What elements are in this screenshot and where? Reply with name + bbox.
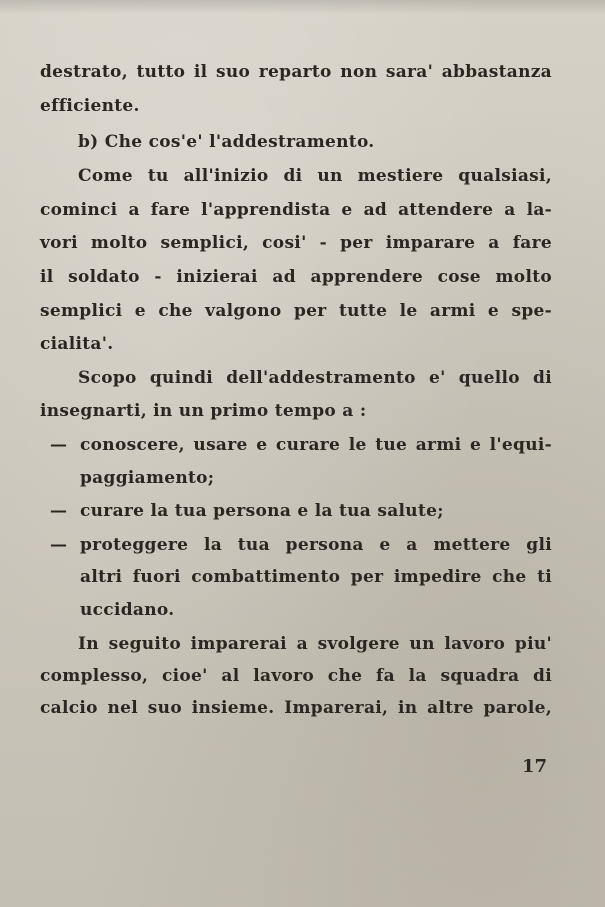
text-line: semplici e che valgono per tutte le armi e spe- (40, 301, 552, 321)
section-heading: b) Che cos'e' l'addestramento. (78, 132, 375, 152)
list-item-text: altri fuori combattimento per impedire che ti (80, 567, 552, 587)
text-line: complesso, cioe' al lavoro che fa la squadra di (40, 666, 552, 686)
text-line: insegnarti, in un primo tempo a : (40, 401, 367, 421)
text-line: cialita'. (40, 334, 114, 354)
text-line: In seguito imparerai a svolgere un lavoro piu' (78, 634, 552, 654)
list-item-text: conoscere, usare e curare le tue armi e l'equi- (80, 435, 552, 455)
text-line: vori molto semplici, cosi' - per imparare a fare (40, 233, 552, 253)
text-line: calcio nel suo insieme. Imparerai, in altre parole, (40, 698, 552, 718)
list-item-text: curare la tua persona e la tua salute; (80, 501, 444, 521)
list-dash: — (50, 535, 67, 555)
list-dash: — (50, 435, 67, 455)
text-line: cominci a fare l'apprendista e ad attendere a la- (40, 200, 552, 220)
text-line: efficiente. (40, 96, 140, 116)
text-line: il soldato - inizierai ad apprendere cose molto (40, 267, 552, 287)
list-item-text: proteggere la tua persona e a mettere gli (80, 535, 552, 555)
text-line: Come tu all'inizio di un mestiere qualsiasi, (78, 166, 552, 186)
page-number: 17 (522, 756, 548, 777)
list-item-text: uccidano. (80, 600, 175, 620)
text-line: Scopo quindi dell'addestramento e' quello di (78, 368, 552, 388)
text-line: destrato, tutto il suo reparto non sara' abbastanza (40, 62, 552, 82)
list-item-text: paggiamento; (80, 468, 215, 488)
list-dash: — (50, 501, 67, 521)
